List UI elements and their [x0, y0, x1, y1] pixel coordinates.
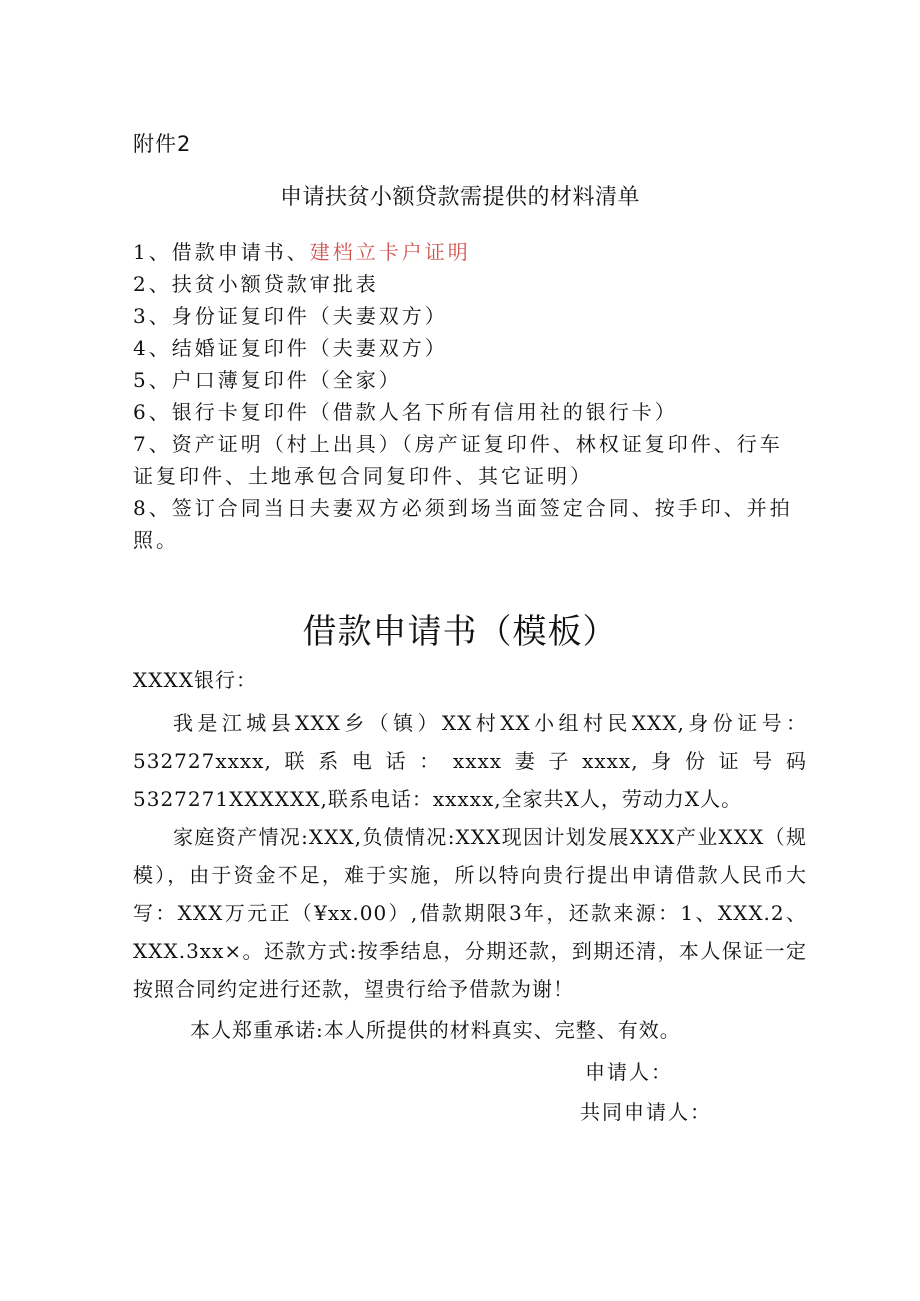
materials-list-item: 3、身份证复印件（夫妻双方） [133, 304, 448, 328]
letter-title: 借款申请书（模板） [302, 612, 618, 652]
materials-list-item: 6、银行卡复印件（借款人名下所有信用社的银行卡） [133, 400, 678, 424]
letter-paragraph-personal-info: 我是江城县XXX乡（镇）XX村XX小组村民XXX,身份证号：532727xxxx,联系电话：xxxx妻子xxxx,身份证号码5327271XXXXXX,联系电话：xxxxx,全家共X人，劳动力X人。 [133, 711, 807, 811]
letter-paragraph-loan-details: 家庭资产情况:XXX,负债情况:XXX现因计划发展XXX产业XXX（规模），由于资金不足，难于实施，所以特向贵行提出申请借款人民币大写：XXX万元正（¥xx.00）,借款期限3年，还款来源：1、XXX.2、XXX.3xx×。还款方式:按季结息，分期还款，到期还清，本人保证一定按照合同约定进行还款，望贵行给予借款为谢！ [133, 825, 807, 1001]
co-applicant-signature-label: 共同申请人： [580, 1100, 712, 1124]
materials-list-item: 8、签订合同当日夫妻双方必须到场当面签定合同、按手印、并拍照。 [133, 496, 793, 552]
materials-item-text: 1、借款申请书、 [133, 240, 310, 264]
materials-list-item [133, 236, 803, 268]
materials-list-item: 5、户口薄复印件（全家） [133, 368, 402, 392]
materials-list [133, 236, 803, 556]
attachment-label: 附件2 [133, 132, 192, 156]
materials-item-highlight: 建档立卡户证明 [309, 240, 471, 264]
materials-list-title: 申请扶贫小额贷款需提供的材料清单 [279, 185, 640, 210]
letter-salutation: XXXX银行： [133, 668, 257, 692]
materials-list-item: 7、资产证明（村上出具）（房产证复印件、林权证复印件、行车证复印件、土地承包合同复印件、其它证明） [133, 432, 783, 488]
applicant-signature-label: 申请人： [585, 1060, 673, 1084]
materials-list-item: 4、结婚证复印件（夫妻双方） [133, 336, 448, 360]
materials-list-item: 2、扶贫小额贷款审批表 [133, 272, 379, 296]
letter-paragraph-pledge: 本人郑重承诺:本人所提供的材料真实、完整、有效。 [190, 1018, 681, 1042]
